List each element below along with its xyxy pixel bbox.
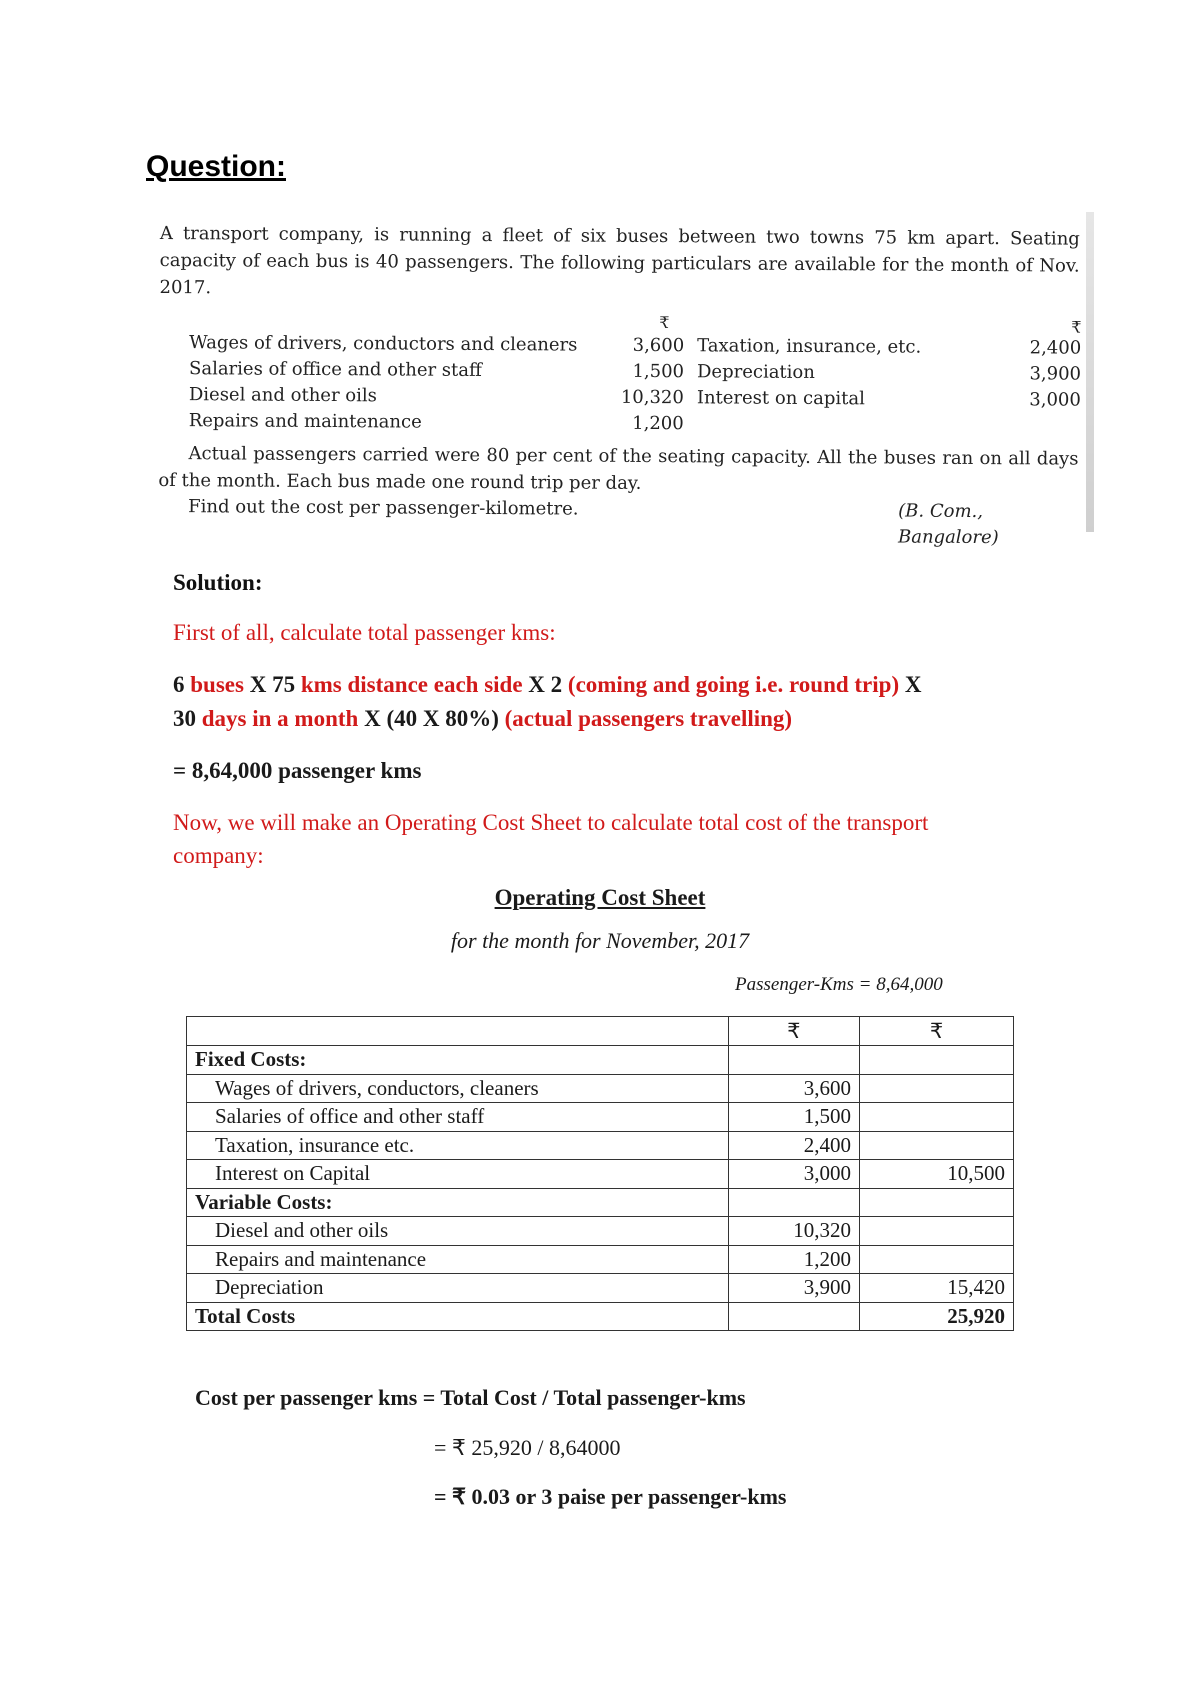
formula-line-2: = ₹ 25,920 / 8,64000 bbox=[434, 1435, 621, 1460]
table-header-cell: ₹ bbox=[728, 1017, 859, 1046]
cost-amount: 2,400 bbox=[728, 1131, 859, 1160]
table-row bbox=[187, 1274, 1014, 1303]
particular-amount: 1,200 bbox=[632, 412, 684, 435]
scanned-question-block bbox=[158, 212, 1090, 548]
particular-label: Depreciation bbox=[696, 361, 815, 384]
passenger-kms-label: Passenger-Kms = 8,64,000 bbox=[735, 974, 943, 995]
table-row bbox=[187, 1217, 1014, 1246]
cost-amount: 1,500 bbox=[728, 1103, 859, 1132]
currency-symbol-right: ₹ bbox=[1071, 317, 1082, 337]
cost-label: Taxation, insurance etc. bbox=[187, 1131, 729, 1160]
table-header-cell bbox=[187, 1017, 729, 1046]
cost-total: 15,420 bbox=[860, 1274, 1014, 1303]
cost-label: Interest on Capital bbox=[187, 1160, 729, 1189]
cost-amount: 3,000 bbox=[728, 1160, 859, 1189]
particular-amount: 3,900 bbox=[1029, 363, 1082, 385]
cost-amount: 3,900 bbox=[728, 1274, 859, 1303]
cost-label: Wages of drivers, conductors, cleaners bbox=[187, 1074, 729, 1103]
calculation-result: = 8,64,000 passenger kms bbox=[173, 758, 422, 783]
particular-amount: 2,400 bbox=[1029, 337, 1082, 359]
cost-label: Depreciation bbox=[187, 1274, 729, 1303]
calc-term: X 2 bbox=[528, 672, 563, 697]
table-header-cell: ₹ bbox=[860, 1017, 1014, 1046]
fixed-costs-header: Fixed Costs: bbox=[187, 1046, 729, 1075]
sheet-note-line-2: company: bbox=[173, 843, 264, 868]
cost-amount: 10,320 bbox=[728, 1217, 859, 1246]
calc-note: kms distance each side bbox=[295, 672, 529, 697]
particular-amount: 10,320 bbox=[620, 386, 684, 409]
particular-label: Diesel and other oils bbox=[188, 384, 377, 407]
cost-total bbox=[860, 1217, 1014, 1246]
calc-note: buses bbox=[184, 672, 250, 697]
calculation-line-1 bbox=[173, 672, 921, 698]
cost-amount: 1,200 bbox=[728, 1245, 859, 1274]
formula-line-1: Cost per passenger kms = Total Cost / Total passenger-kms bbox=[195, 1385, 746, 1410]
calc-term: 6 bbox=[173, 672, 185, 697]
question-heading: Question: bbox=[146, 150, 286, 183]
particular-label: Taxation, insurance, etc. bbox=[697, 335, 922, 358]
currency-symbol-left: ₹ bbox=[659, 313, 670, 333]
total-costs-value: 25,920 bbox=[860, 1302, 1014, 1331]
calculation-line-2 bbox=[173, 706, 792, 732]
table-row bbox=[187, 1245, 1014, 1274]
cost-label: Diesel and other oils bbox=[187, 1217, 729, 1246]
cost-total bbox=[860, 1103, 1014, 1132]
sheet-title-text: Operating Cost Sheet bbox=[494, 885, 706, 910]
solution-title: Solution: bbox=[173, 570, 263, 595]
calc-term: 30 bbox=[173, 706, 196, 731]
solution-intro: First of all, calculate total passenger kms: bbox=[173, 620, 556, 645]
particular-label: Salaries of office and other staff bbox=[188, 358, 482, 381]
calc-note: (actual passengers travelling) bbox=[498, 706, 793, 731]
table-row bbox=[187, 1160, 1014, 1189]
question-source: (B. Com., Bangalore) bbox=[897, 500, 999, 549]
cost-amount: 3,600 bbox=[728, 1074, 859, 1103]
table-row bbox=[187, 1046, 1014, 1075]
particular-amount: 3,600 bbox=[632, 334, 685, 357]
total-costs-label: Total Costs bbox=[187, 1302, 729, 1331]
table-header-row bbox=[187, 1017, 1014, 1046]
particular-amount: 3,000 bbox=[1029, 389, 1081, 411]
calc-note: (coming and going i.e. round trip) bbox=[562, 672, 905, 697]
table-row bbox=[187, 1103, 1014, 1132]
question-paragraph: A transport company, is running a fleet of six buses between two towns 75 km apart. Seating capacity of each bus is 40 passengers. The following particulars are available for the month of Nov. 2017. bbox=[159, 222, 1080, 299]
sheet-note-line-1: Now, we will make an Operating Cost Sheet to calculate total cost of the transport bbox=[173, 810, 929, 835]
scan-edge-shadow bbox=[1086, 212, 1094, 532]
cost-label: Repairs and maintenance bbox=[187, 1245, 729, 1274]
cost-label: Salaries of office and other staff bbox=[187, 1103, 729, 1132]
table-row bbox=[187, 1131, 1014, 1160]
calc-note: days in a month bbox=[196, 706, 365, 731]
calc-term: X bbox=[904, 672, 922, 697]
question-task: Find out the cost per passenger-kilometre. bbox=[188, 496, 579, 520]
sheet-subtitle: for the month for November, 2017 bbox=[450, 928, 750, 953]
particular-amount: 1,500 bbox=[632, 360, 685, 383]
variable-costs-header: Variable Costs: bbox=[187, 1188, 729, 1217]
cost-total bbox=[860, 1131, 1014, 1160]
calc-term: X (40 X 80%) bbox=[364, 706, 499, 731]
question-paragraph-2: Actual passengers carried were 80 per cent of the seating capacity. All the buses ran on all days of the month. Each bus made one round trip per day. bbox=[158, 443, 1079, 494]
operating-cost-sheet-title bbox=[0, 885, 1200, 911]
operating-cost-table bbox=[186, 1016, 1014, 1331]
particular-label: Interest on capital bbox=[696, 387, 865, 410]
calc-term: X 75 bbox=[249, 672, 296, 697]
table-row bbox=[187, 1302, 1014, 1331]
cost-total: 10,500 bbox=[860, 1160, 1014, 1189]
table-row bbox=[187, 1074, 1014, 1103]
table-row bbox=[187, 1188, 1014, 1217]
particular-label: Wages of drivers, conductors and cleaners bbox=[189, 332, 578, 356]
cost-total bbox=[860, 1245, 1014, 1274]
particular-label: Repairs and maintenance bbox=[188, 410, 422, 433]
cost-total bbox=[860, 1074, 1014, 1103]
formula-line-3: = ₹ 0.03 or 3 paise per passenger-kms bbox=[434, 1484, 787, 1509]
